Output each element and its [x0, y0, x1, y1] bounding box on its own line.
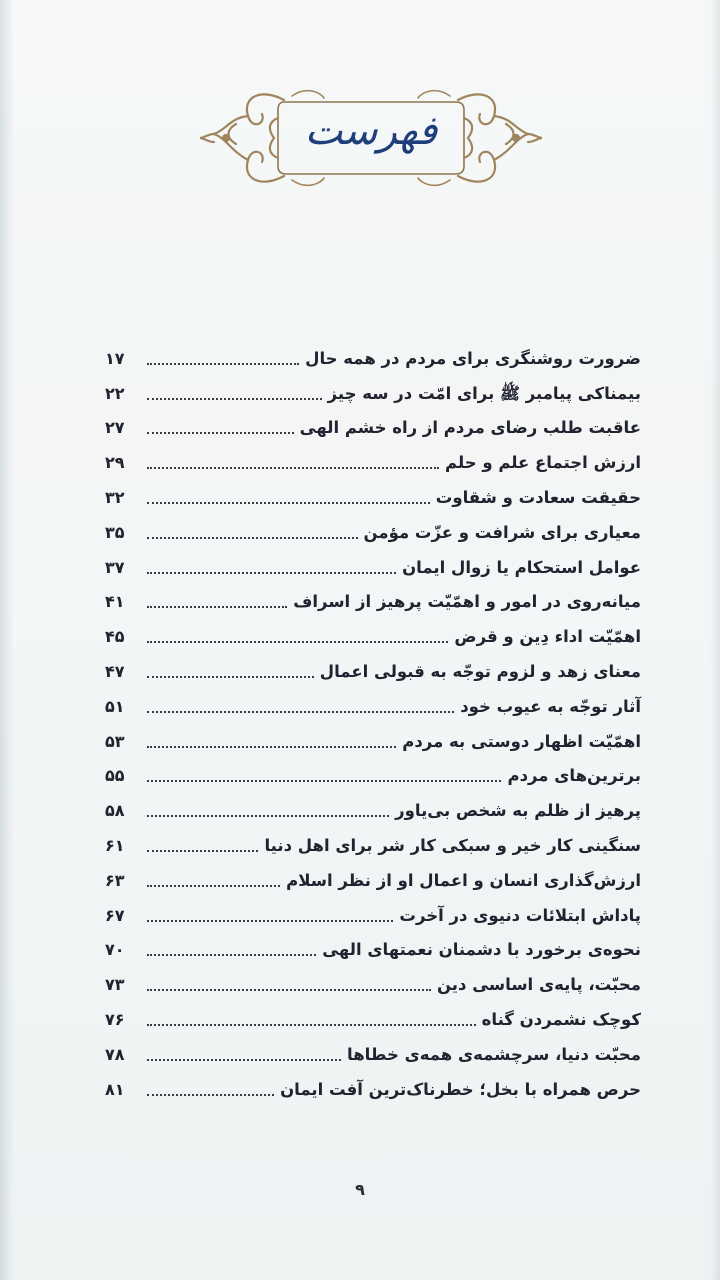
- dot-leader: [147, 920, 393, 922]
- dot-leader: [147, 746, 396, 748]
- toc-entry: [105, 998, 641, 1033]
- toc-entry: [105, 650, 641, 685]
- toc-entry-page: ۵۱: [105, 696, 125, 716]
- dot-leader: [147, 1059, 341, 1061]
- toc-entry-page: ۷۰: [105, 940, 125, 960]
- toc-entry-title: محبّت دنیا، سرچشمه‌ی همه‌ی خطاها: [347, 1044, 641, 1064]
- toc-entry: [105, 894, 641, 929]
- toc-entry-title: میانه‌روی در امور و اهمّیّت پرهیز از اسراف: [293, 592, 641, 612]
- toc-entry-title: بیمناکی پیامبر ﷺ برای امّت در سه چیز: [327, 383, 641, 403]
- toc-entry-page: ۶۷: [105, 905, 125, 925]
- toc-entry: [105, 720, 641, 755]
- title-cartouche: [196, 78, 546, 194]
- toc-entry: [105, 372, 641, 407]
- toc-entry-title: معیاری برای شرافت و عزّت مؤمن: [363, 522, 641, 542]
- toc-entry-title: معنای زهد و لزوم توجّه به قبولی اعمال: [319, 661, 641, 681]
- toc-entry: [105, 476, 641, 511]
- toc-entry-title: محبّت، پایه‌ی اساسی دین: [436, 975, 641, 995]
- toc-entry-title: پرهیز از ظلم به شخص بی‌یاور: [395, 801, 641, 821]
- toc-entry-title: عوامل استحکام یا زوال ایمان: [402, 557, 641, 577]
- toc-entry: [105, 511, 641, 546]
- dot-leader: [147, 398, 322, 400]
- toc-entry-title: ارزش‌گذاری انسان و اعمال او از نظر اسلام: [286, 870, 641, 890]
- page-title: فهرست: [304, 108, 438, 154]
- dot-leader: [147, 467, 439, 469]
- dot-leader: [147, 815, 389, 817]
- toc-entry: [105, 581, 641, 616]
- toc-entry-title: کوچک نشمردن گناه: [481, 1009, 641, 1029]
- toc-entry-title: ارزش اجتماع علم و حلم: [445, 453, 641, 473]
- dot-leader: [147, 502, 430, 504]
- toc-entry-title: پاداش ابتلائات دنیوی در آخرت: [399, 905, 641, 925]
- dot-leader: [147, 537, 358, 539]
- toc-entry-page: ۵۳: [105, 731, 125, 751]
- toc-entry-page: ۷۸: [105, 1044, 125, 1064]
- dot-leader: [147, 850, 258, 852]
- page-number: ۹: [355, 1180, 365, 1199]
- dot-leader: [147, 1094, 274, 1096]
- toc-entry-page: ۳۵: [105, 522, 125, 542]
- toc-entry-page: ۵۸: [105, 801, 125, 821]
- toc-entry-title: آثار توجّه به عیوب خود: [460, 696, 641, 716]
- dot-leader: [147, 780, 501, 782]
- toc-entry: [105, 1068, 641, 1103]
- toc-entry-page: ۴۱: [105, 592, 125, 612]
- toc-entry-page: ۲۷: [105, 418, 125, 438]
- toc-entry-title: اهمّیّت اظهار دوستی به مردم: [402, 731, 641, 751]
- dot-leader: [147, 1024, 476, 1026]
- toc-entry: [105, 1033, 641, 1068]
- dot-leader: [147, 641, 448, 643]
- toc-entry-page: ۵۵: [105, 766, 125, 786]
- dot-leader: [147, 989, 431, 991]
- toc-entry-title: ضرورت روشنگری برای مردم در همه حال: [305, 348, 641, 368]
- toc-entry-title: سنگینی کار خیر و سبکی کار شر برای اهل دنیا: [264, 835, 641, 855]
- toc-entry-page: ۴۵: [105, 627, 125, 647]
- dot-leader: [147, 954, 316, 956]
- toc-entry: [105, 407, 641, 442]
- dot-leader: [147, 363, 299, 365]
- toc-entry-page: ۴۷: [105, 661, 125, 681]
- toc-entry-page: ۳۲: [105, 487, 125, 507]
- toc-entry: [105, 859, 641, 894]
- toc-entry-page: ۷۳: [105, 975, 125, 995]
- table-of-contents: [105, 337, 641, 1103]
- toc-entry-title: حقیقت سعادت و شقاوت: [435, 487, 641, 507]
- toc-entry: [105, 546, 641, 581]
- toc-entry-page: ۲۹: [105, 453, 125, 473]
- dot-leader: [147, 572, 396, 574]
- toc-entry: [105, 929, 641, 964]
- toc-entry: [105, 963, 641, 998]
- toc-entry-title: حرص همراه با بخل؛ خطرناک‌ترین آفت ایمان: [280, 1079, 641, 1099]
- toc-entry: [105, 337, 641, 372]
- toc-entry-page: ۶۱: [105, 835, 125, 855]
- dot-leader: [147, 606, 287, 608]
- toc-entry-page: ۶۳: [105, 870, 125, 890]
- dot-leader: [147, 432, 294, 434]
- toc-entry-page: ۷۶: [105, 1009, 125, 1029]
- toc-entry: [105, 685, 641, 720]
- dot-leader: [147, 885, 280, 887]
- toc-entry-title: نحوه‌ی برخورد با دشمنان نعمتهای الهی: [322, 940, 641, 960]
- toc-entry-page: ۳۷: [105, 557, 125, 577]
- toc-entry-title: اهمّیّت اداء دِین و قرض: [454, 627, 641, 647]
- toc-entry-page: ۱۷: [105, 348, 125, 368]
- dot-leader: [147, 711, 454, 713]
- toc-entry: [105, 755, 641, 790]
- toc-entry: [105, 789, 641, 824]
- toc-entry: [105, 441, 641, 476]
- toc-entry-page: ۲۲: [105, 383, 125, 403]
- toc-entry: [105, 824, 641, 859]
- toc-entry-page: ۸۱: [105, 1079, 125, 1099]
- toc-entry: [105, 615, 641, 650]
- dot-leader: [147, 676, 314, 678]
- toc-entry-title: عاقبت طلب رضای مردم از راه خشم الهی: [299, 418, 641, 438]
- toc-entry-title: برترین‌های مردم: [507, 766, 641, 786]
